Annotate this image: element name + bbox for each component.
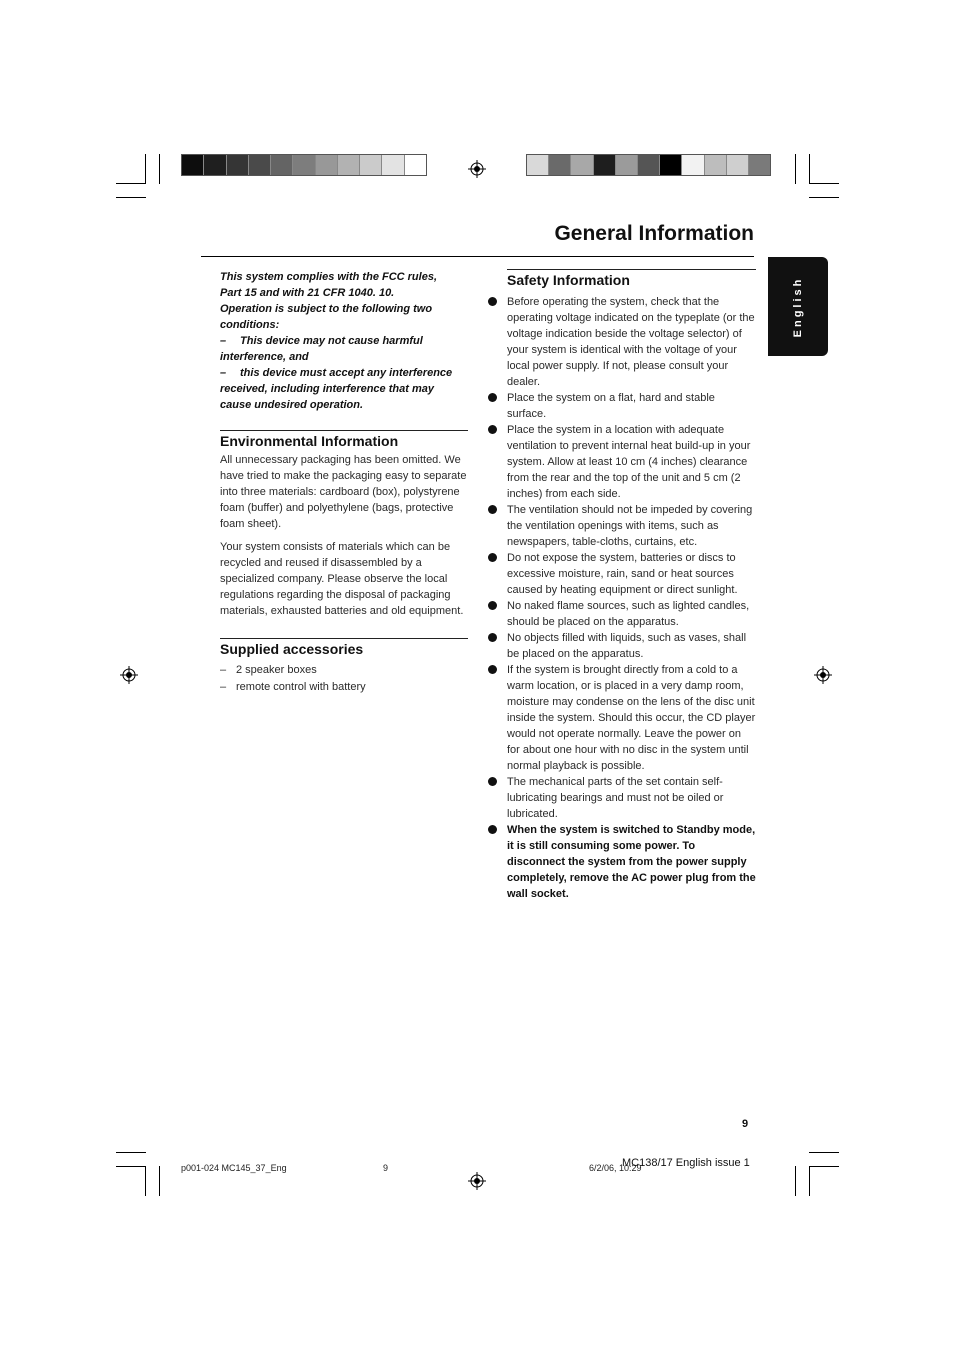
environmental-heading: Environmental Information [220,433,399,449]
list-item [488,774,756,822]
color-swatch [338,155,360,175]
page-title: General Information [554,222,754,245]
right-column [488,269,756,902]
list-item-text: Before operating the system, check that the operating voltage indicated on the typeplate (or the voltage indication beside the voltage selector) of your system is identical with the voltage of your local power supply. If not, please consult your dealer. [507,296,755,388]
color-swatch [549,155,571,175]
list-item [488,598,756,630]
left-column [220,269,468,696]
safety-heading: Safety Information [507,272,630,288]
color-swatch [405,155,426,175]
list-item [488,502,756,550]
crop-mark [116,1152,146,1153]
language-tab [768,257,828,356]
crop-mark [809,197,839,198]
bullet-icon [488,393,497,402]
color-swatch [182,155,204,175]
color-swatch [227,155,249,175]
registration-mark-icon [468,160,486,178]
dash: – [220,367,227,379]
page-number: 9 [742,1118,749,1130]
color-swatch [682,155,704,175]
registration-mark-icon [468,1172,486,1190]
bullet-icon [488,633,497,642]
section-rule [507,269,756,270]
color-swatch [293,155,315,175]
fcc-line: This system complies with the FCC rules, [220,271,437,283]
list-item [488,662,756,774]
list-item-text: Place the system in a location with adequate ventilation to prevent internal heat build-up in your system. Allow at least 10 cm (4 inches) clearance from the rear and the top of the unit and 5 cm (2 inches) from each side. [507,424,751,500]
fcc-condition-text: this device must accept any interference [240,367,453,379]
fcc-line: cause undesired operation. [220,399,364,411]
color-swatch [749,155,770,175]
fcc-line: received, including interference that may [220,383,434,395]
bullet-icon [488,297,497,306]
crop-mark [809,1152,839,1153]
title-rule [201,256,754,257]
list-item: – remote control with battery [220,679,468,696]
issue-label: MC138/17 English issue 1 [622,1157,750,1169]
file-name: p001-024 MC145_37_Eng [181,1163,287,1173]
accessories-heading: Supplied accessories [220,641,364,657]
crop-mark [795,1166,796,1196]
environmental-paragraph: All unnecessary packaging has been omitted. We have tried to make the packaging easy to separate into three materials: cardboard (box), polystyrene foam (buffer) and polyethylene (bags, protective foam sheet). [220,454,467,530]
list-item [488,822,756,902]
color-swatch [204,155,226,175]
list-item [488,550,756,598]
fcc-notice [220,269,468,413]
list-item-text: Place the system on a flat, hard and stable surface. [507,392,715,420]
color-swatch [705,155,727,175]
file-date: 6/2/06, 10:29 [589,1163,642,1173]
crop-mark [809,154,810,184]
crop-mark [159,154,160,184]
safety-list [488,294,756,902]
color-swatch [527,155,549,175]
bullet-icon [488,505,497,514]
crop-mark [145,154,146,184]
accessories-list [220,662,468,696]
list-item [488,422,756,502]
color-swatch [571,155,593,175]
fcc-line: conditions: [220,319,280,331]
color-swatch [382,155,404,175]
bullet-icon [488,553,497,562]
crop-mark [116,183,146,184]
color-swatch [660,155,682,175]
file-page: 9 [383,1163,389,1173]
crop-mark [809,1166,810,1196]
list-item-text: No naked flame sources, such as lighted candles, should be placed on the apparatus. [507,600,750,628]
crop-mark [116,197,146,198]
registration-mark-icon [120,666,138,684]
bullet-icon [488,825,497,834]
fcc-condition [220,333,468,349]
color-swatch [727,155,749,175]
color-bar-left [181,154,427,176]
fcc-condition [220,365,468,381]
environmental-paragraph: Your system consists of materials which can be recycled and reused if disassembled by a specialized company. Please observe the local regulations regarding the disposal of packaging materials, exhausted batteries and old equipment. [220,541,464,617]
color-swatch [594,155,616,175]
list-item [488,390,756,422]
color-swatch [316,155,338,175]
color-swatch [249,155,271,175]
color-swatch [638,155,660,175]
crop-mark [809,183,839,184]
bullet-icon [488,601,497,610]
registration-mark-icon [814,666,832,684]
crop-mark [795,154,796,184]
fcc-line: Part 15 and with 21 CFR 1040. 10. [220,287,395,299]
list-item [488,294,756,390]
crop-mark [809,1166,839,1167]
color-swatch [360,155,382,175]
list-item-text: The mechanical parts of the set contain self-lubricating bearings and must not be oiled or lubricated. [507,776,724,820]
list-item: – 2 speaker boxes [220,662,468,679]
fcc-line: Operation is subject to the following two [220,303,433,315]
crop-mark [159,1166,160,1196]
fcc-condition-text: This device may not cause harmful [240,335,423,347]
section-rule [220,430,468,431]
section-rule [220,638,468,639]
list-item-text: When the system is switched to Standby mode, it is still consuming some power. To disconnect the system from the power supply completely, remove the AC power plug from the wall socket. [507,824,756,900]
color-swatch [271,155,293,175]
list-item-text: The ventilation should not be impeded by covering the ventilation openings with items, such as newspapers, table-cloths, curtains, etc. [507,504,753,548]
list-item-text: Do not expose the system, batteries or discs to excessive moisture, rain, sand or heat sources caused by heating equipment or direct sunlight. [507,552,738,596]
bullet-icon [488,425,497,434]
language-tab-label: English [792,276,804,337]
dash: – [220,335,227,347]
color-swatch [616,155,638,175]
list-item [488,630,756,662]
list-item-text: No objects filled with liquids, such as vases, shall be placed on the apparatus. [507,632,747,660]
bullet-icon [488,777,497,786]
fcc-line: interference, and [220,351,309,363]
crop-mark [116,1166,146,1167]
list-item-text: If the system is brought directly from a cold to a warm location, or is placed in a very damp room, moisture may condense on the lens of the disc unit inside the system. Should this occur, the CD player would not operate normally. Leave the power on for about one hour with no disc in the system until normal playback is possible. [507,664,756,772]
bullet-icon [488,665,497,674]
crop-mark [145,1166,146,1196]
color-bar-right [526,154,771,176]
